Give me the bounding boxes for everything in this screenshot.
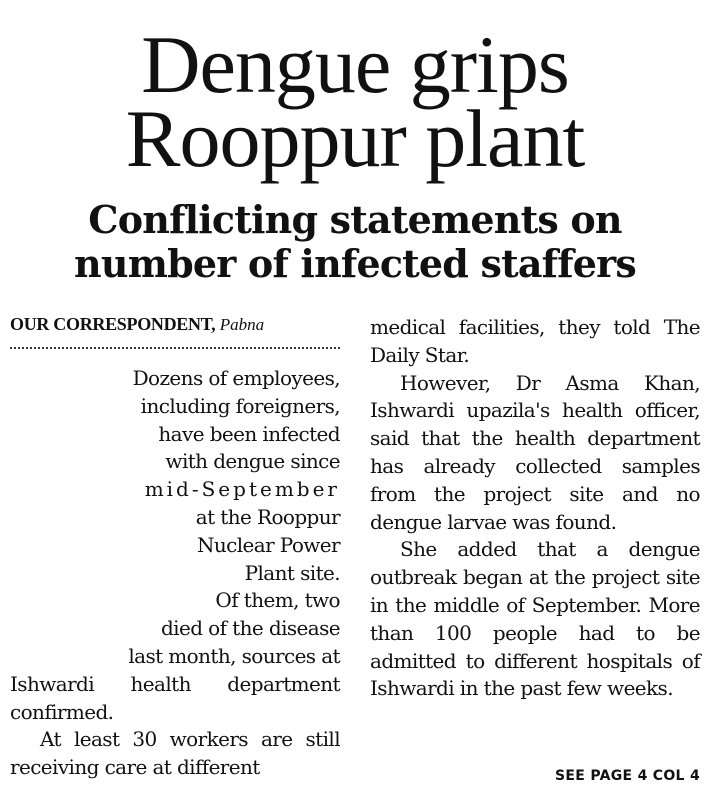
article-paragraph-5: However, Dr Asma Khan, Ishwardi upazila's health officer, said that the health department has already collected samples from the project site and no dengue larvae was found. xyxy=(370,370,700,534)
continued-jump-line: SEE PAGE 4 COL 4 xyxy=(555,768,700,784)
article-paragraph-4: medical facilities, they told The Daily Star. xyxy=(370,315,700,367)
intro-line: including foreigners, xyxy=(140,393,340,418)
intro-line: at the Rooppur xyxy=(195,504,340,529)
article-paragraph-6: She added that a dengue outbreak began at the project site in the middle of September. More than 100 people had to be admitted to different hospitals of Ishwardi in the past few weeks. xyxy=(370,537,700,701)
byline-divider xyxy=(10,347,340,349)
article-paragraph-3: At least 30 workers are still receiving care at different xyxy=(10,727,340,780)
intro-line: Dozens of employees, xyxy=(132,366,340,390)
headline xyxy=(0,19,710,184)
intro-line: with dengue since xyxy=(165,449,340,474)
article-paragraph-2 xyxy=(10,587,340,670)
intro-line: Nuclear Power xyxy=(196,532,340,557)
headline-line-1: Dengue grips xyxy=(141,19,569,110)
headline-line-2: Rooppur plant xyxy=(125,93,585,184)
intro-line: mid-September xyxy=(144,477,340,502)
subheadline-line-1: Conflicting statements on xyxy=(88,197,622,242)
article-paragraph-intro xyxy=(10,365,340,587)
para2-line: last month, sources at xyxy=(128,643,340,668)
para2-line: died of the disease xyxy=(160,616,340,641)
article-paragraph-2-rest: Ishwardi health department confirmed. xyxy=(10,671,340,724)
subheadline xyxy=(0,198,710,286)
byline xyxy=(10,313,350,336)
subheadline-line-2: number of infected staffers xyxy=(74,241,636,286)
byline-dateline: Pabna xyxy=(219,315,265,334)
article-column-left xyxy=(10,365,340,782)
para2-line: Of them, two xyxy=(215,588,340,613)
intro-line: have been infected xyxy=(158,421,340,446)
intro-line: Plant site. xyxy=(244,560,340,585)
article-column-right xyxy=(370,314,700,703)
byline-author: OUR CORRESPONDENT, xyxy=(10,314,216,334)
